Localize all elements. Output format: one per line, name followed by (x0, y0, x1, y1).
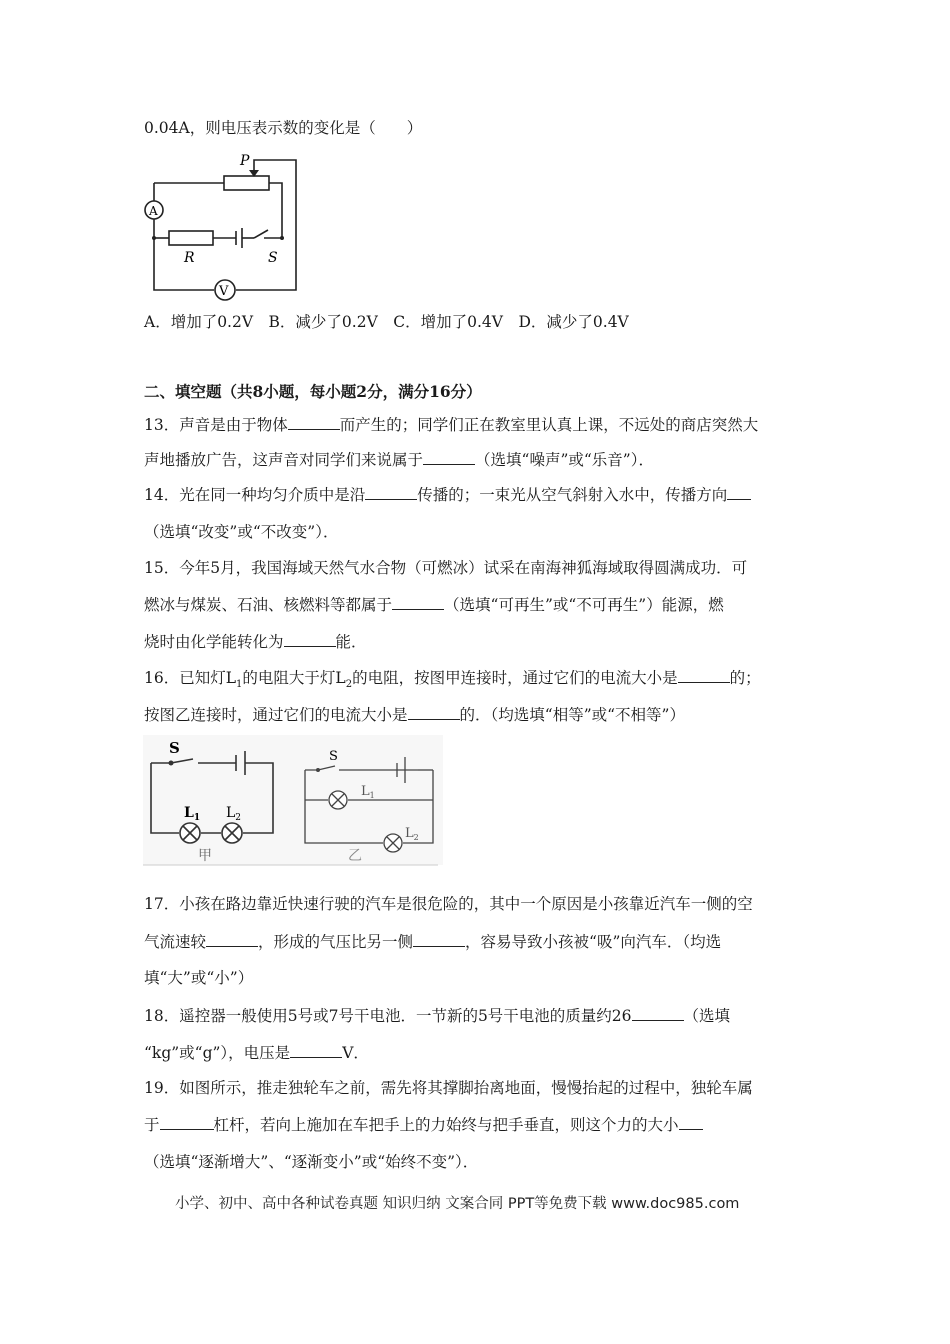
text: 按图乙连接时，通过它们的电流大小是 (144, 706, 408, 724)
q15-line3 (144, 632, 367, 652)
subscript: 1 (193, 813, 201, 823)
answer-blank (678, 668, 730, 683)
answer-blank (290, 1043, 342, 1058)
answer-blank (408, 705, 460, 720)
text: 的电阻，按图甲连接时，通过它们的电流大小是 (352, 669, 678, 687)
q16-circuit-diagrams (143, 735, 443, 870)
text: 气流速较 (144, 933, 207, 951)
answer-blank (284, 632, 336, 647)
text: （选填“可再生”或“不可再生”）能源，燃 (444, 596, 724, 614)
text: 的； (729, 669, 761, 687)
q12-tail: 0.04A，则电压表示数的变化是（ ） (144, 119, 423, 137)
answer-blank (423, 450, 475, 465)
q18-line2 (144, 1043, 369, 1063)
subscript: 2 (413, 833, 419, 842)
section-heading: 二、填空题（共8小题，每小题2分，满分16分） (144, 382, 482, 401)
q18-line1 (144, 1006, 730, 1026)
q12-circuit-diagram (144, 150, 314, 302)
subscript: 1 (236, 679, 243, 691)
q16-line1 (144, 668, 761, 695)
text: 杠杆，若向上施加在车把手上的力始终与把手垂直，则这个力的大小 (213, 1116, 679, 1134)
q13-line2 (144, 450, 654, 470)
text: ，形成的气压比另一侧 (258, 933, 414, 951)
q17-line1: 17．小孩在路边靠近快速行驶的汽车是很危险的，其中一个原因是小孩靠近汽车一侧的空 (144, 895, 753, 913)
text: ，容易导致小孩被“吸”向汽车．（均选 (465, 933, 722, 951)
q12-label-p: P (240, 153, 250, 169)
answer-blank (392, 595, 444, 610)
text: L (226, 805, 236, 821)
answer-blank (206, 932, 258, 947)
q12-label-s: S (268, 250, 278, 266)
jia-caption: 甲 (198, 848, 212, 864)
jia-label-s: S (169, 739, 180, 757)
answer-blank (727, 485, 751, 500)
q19-line1: 19．如图所示，推走独轮车之前，需先将其撑脚抬离地面，慢慢抬起的过程中，独轮车属 (144, 1079, 753, 1097)
answer-blank (160, 1115, 214, 1130)
text: 18．遥控器一般使用5号或7号干电池．一节新的5号干电池的质量约26 (144, 1007, 632, 1025)
answer-blank (288, 415, 340, 430)
q15-line2 (144, 595, 724, 615)
text: V． (342, 1044, 369, 1062)
text: 能． (335, 633, 367, 651)
q16-line2 (144, 705, 685, 725)
text: 传播的；一束光从空气斜射入水中，传播方向 (417, 486, 728, 504)
text: 声地播放广告，这声音对同学们来说属于 (144, 451, 424, 469)
q17-line3: 填“大”或“小”） (144, 969, 254, 987)
answer-blank (413, 932, 465, 947)
subscript: 2 (345, 679, 353, 691)
text: 的电阻大于灯L (242, 669, 346, 687)
q13-line1 (144, 415, 758, 435)
text: L (405, 826, 414, 841)
text: 13．声音是由于物体 (144, 416, 288, 434)
answer-blank (365, 485, 417, 500)
q17-line2 (144, 932, 721, 952)
subscript: 1 (369, 791, 375, 800)
page-footer: 小学、初中、高中各种试卷真题 知识归纳 文案合同 PPT等免费下载 www.doc985.com (175, 1196, 740, 1212)
subscript: 2 (235, 813, 242, 823)
q19-line2 (144, 1115, 703, 1135)
text: 的．（均选填“相等”或“不相等”） (459, 706, 685, 724)
text: （选填 (683, 1007, 731, 1025)
q12-label-v: V (219, 284, 229, 299)
text: 烧时由化学能转化为 (144, 633, 284, 651)
yi-label-s: S (329, 749, 338, 764)
answer-blank (679, 1115, 703, 1130)
q19-line3: （选填“逐渐增大”、“逐渐变小”或“始终不变”）． (144, 1153, 479, 1171)
text: 燃冰与煤炭、石油、核燃料等都属于 (144, 596, 393, 614)
q14-line2: （选填“改变”或“不改变”）． (144, 523, 339, 541)
q12-label-r: R (184, 250, 195, 266)
answer-blank (632, 1006, 684, 1021)
text: 16．已知灯L (144, 669, 237, 687)
text: L (361, 784, 370, 799)
text: 而产生的；同学们正在教室里认真上课，不远处的商店突然大 (339, 416, 759, 434)
q15-line1: 15．今年5月，我国海域天然气水合物（可燃冰）试采在南海神狐海域取得圆满成功．可 (144, 559, 748, 577)
q12-label-a: A (149, 204, 158, 218)
text: L (184, 805, 194, 821)
text: 14．光在同一种均匀介质中是沿 (144, 486, 366, 504)
q12-options: A．增加了0.2V B．减少了0.2V C．增加了0.4V D．减少了0.4V (144, 313, 629, 331)
text: “kg”或“g”），电压是 (144, 1044, 291, 1062)
q14-line1 (144, 485, 751, 505)
yi-caption: 乙 (348, 848, 362, 864)
text: 于 (144, 1116, 160, 1134)
text: （选填“噪声”或“乐音”）． (475, 451, 654, 469)
